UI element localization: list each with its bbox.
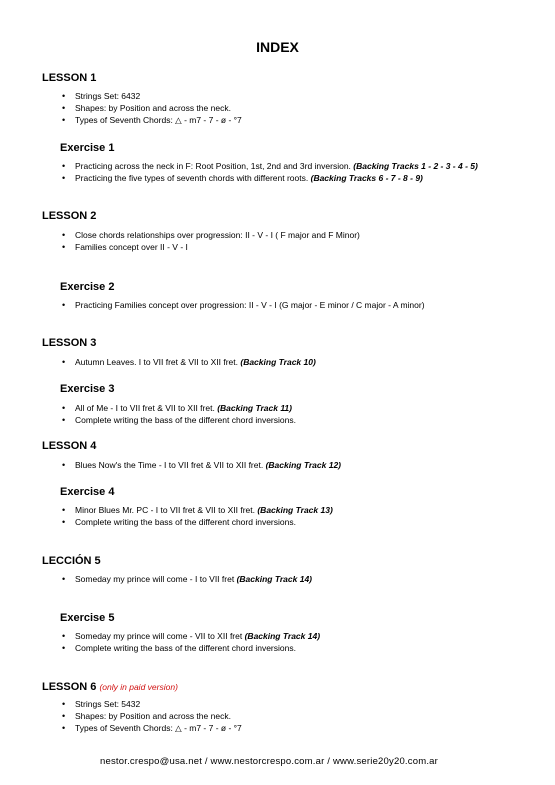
list-item: • Families concept over II - V - I [62,241,360,253]
backing-track-label: (Backing Tracks 1 - 2 - 3 - 4 - 5) [353,161,478,171]
item-text: All of Me - I to VII fret & VII to XII fret. [75,403,218,413]
exercise-4-list [62,504,333,528]
list-item [62,356,316,368]
backing-track-label: (Backing Track 11) [217,403,292,413]
lesson-5-heading: LECCIÓN 5 [42,555,101,567]
exercise-5-heading: Exercise 5 [60,612,115,624]
list-item: • Shapes: by Position and across the neck. [62,710,242,722]
exercise-2-list [62,299,425,311]
exercise-3-heading: Exercise 3 [60,383,115,395]
list-item: • Complete writing the bass of the different chord inversions. [62,516,333,528]
lesson-6-title: LESSON 6 [42,681,97,693]
list-item: • Shapes: by Position and across the neck. [62,102,242,114]
list-item [62,172,478,184]
backing-track-label: (Backing Track 14) [244,631,321,641]
list-item [62,160,478,172]
list-item: • Practicing Families concept over progression: II - V - I (G major - E minor / C major - A minor) [62,299,425,311]
lesson-2-heading: LESSON 2 [42,210,97,222]
lesson-6-list [62,698,242,734]
backing-track-label: (Backing Track 10) [240,357,316,367]
lesson-4-heading: LESSON 4 [42,440,97,452]
exercise-3-list [62,402,296,426]
exercise-4-heading: Exercise 4 [60,486,115,498]
backing-track-label: (Backing Track 13) [257,505,333,515]
page-title: INDEX [256,39,299,55]
backing-track-label: (Backing Tracks 6 - 7 - 8 - 9) [310,173,423,183]
item-text: Someday my prince will come - I to VII fret [75,574,237,584]
list-item: • Close chords relationships over progression: II - V - I ( F major and F Minor) [62,229,360,241]
backing-track-label: (Backing Track 14) [236,574,312,584]
list-item [62,402,296,414]
exercise-1-list [62,160,478,184]
list-item: • Complete writing the bass of the different chord inversions. [62,414,296,426]
lesson-1-list [62,90,242,126]
list-item: • Strings Set: 6432 [62,90,242,102]
footer-contact: nestor.crespo@usa.net / www.nestorcrespo.com.ar / www.serie20y20.com.ar [100,756,439,767]
item-text: Someday my prince will come - VII to XII fret [75,631,245,641]
list-item [62,573,312,585]
lesson-5-list [62,573,312,585]
list-item [62,504,333,516]
item-text: Practicing across the neck in F: Root Position, 1st, 2nd and 3rd inversion. [75,161,354,171]
list-item: • Types of Seventh Chords: △ - m7 - 7 - ø - °7 [62,722,242,734]
lesson-1-heading: LESSON 1 [42,72,97,84]
lesson-4-list [62,459,341,471]
item-text: Autumn Leaves. I to VII fret & VII to XII fret. [75,357,241,367]
list-item [62,459,341,471]
item-text: Practicing the five types of seventh chords with different roots. [75,173,311,183]
exercise-5-list [62,630,320,654]
list-item: • Types of Seventh Chords: △ - m7 - 7 - ø - °7 [62,114,242,126]
list-item: • Complete writing the bass of the different chord inversions. [62,642,320,654]
lesson-3-heading: LESSON 3 [42,337,97,349]
exercise-1-heading: Exercise 1 [60,142,115,154]
list-item [62,630,320,642]
exercise-2-heading: Exercise 2 [60,281,115,293]
lesson-6-heading [42,681,178,693]
lesson-2-list [62,229,360,253]
list-item: • Strings Set: 5432 [62,698,242,710]
lesson-3-list [62,356,316,368]
backing-track-label: (Backing Track 12) [265,460,342,470]
item-text: Minor Blues Mr. PC - I to VII fret & VII to XII fret. [75,505,258,515]
item-text: Blues Now's the Time - I to VII fret & VII to XII fret. [75,460,266,470]
paid-version-note: (only in paid version) [99,682,178,692]
